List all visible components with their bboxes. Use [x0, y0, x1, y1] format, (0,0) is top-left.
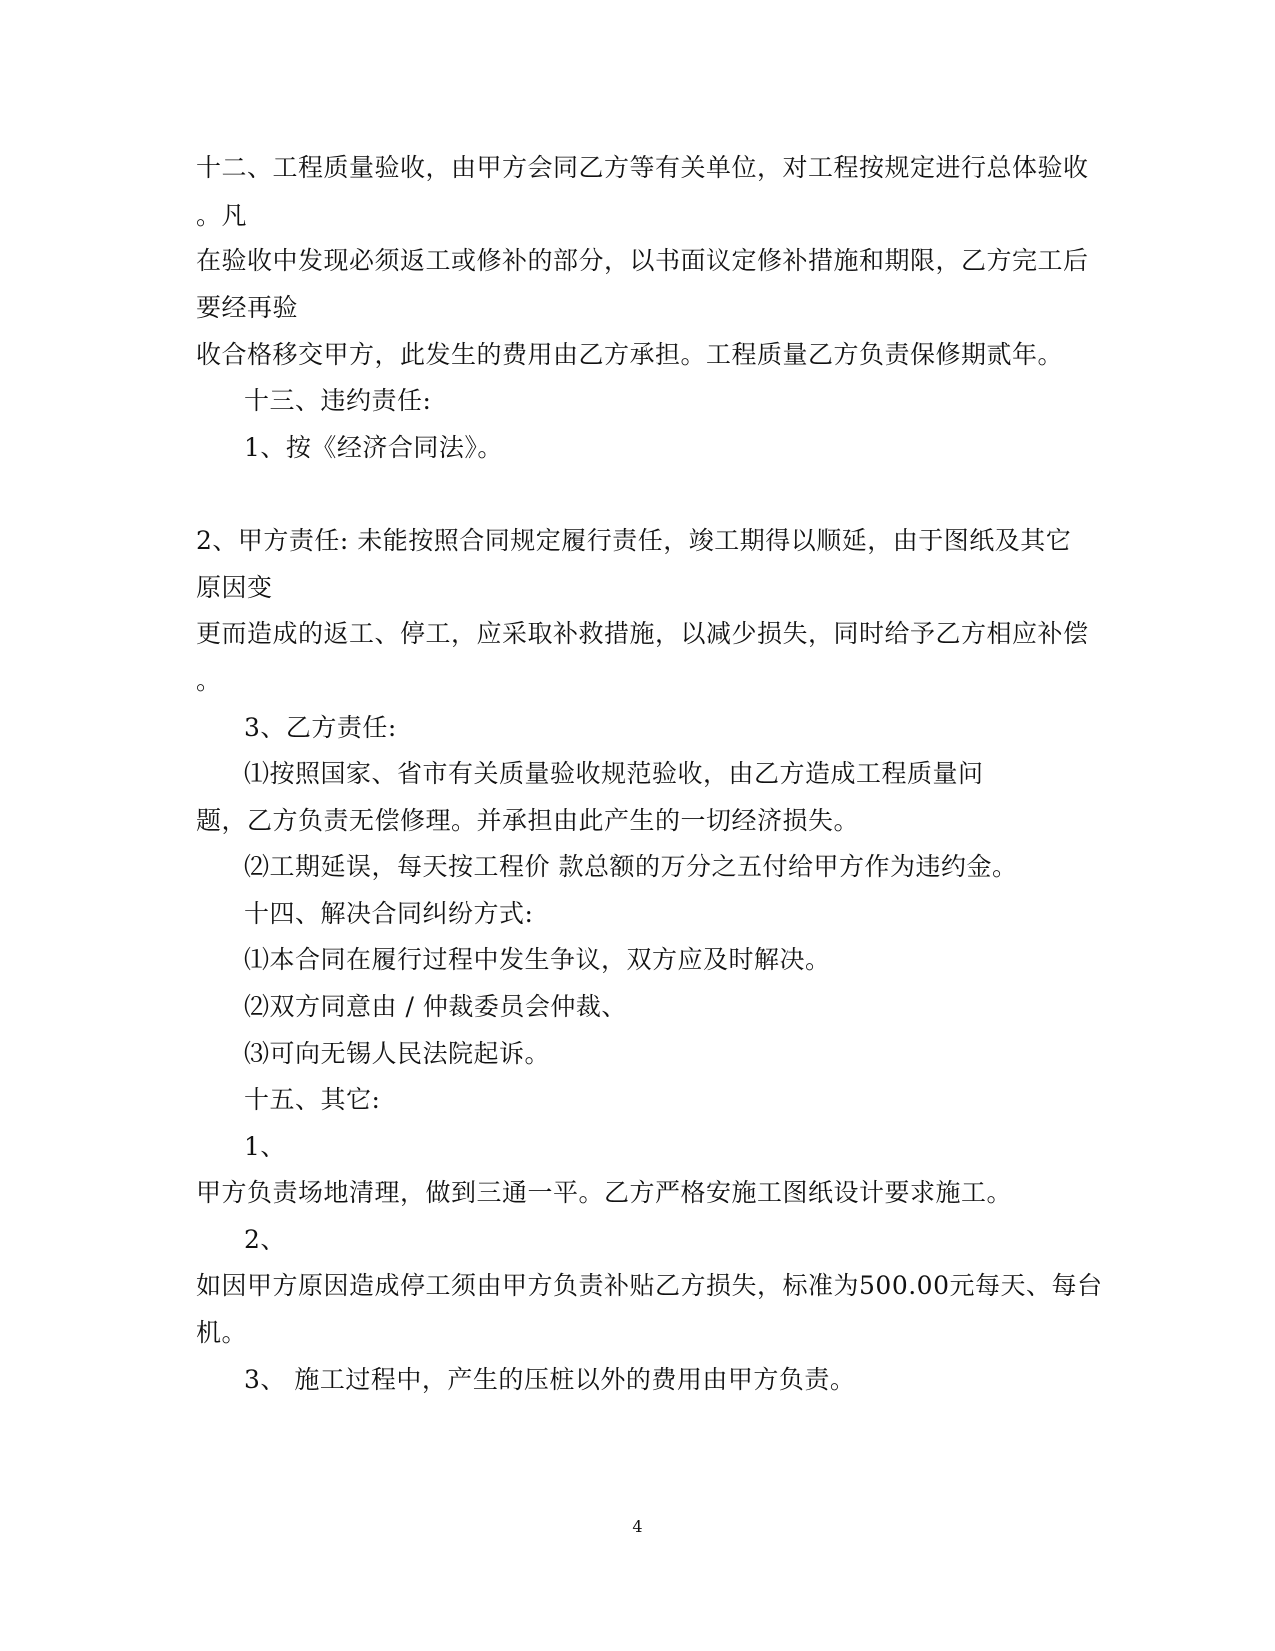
section-heading: 十四、解决合同纠纷方式: — [244, 899, 534, 928]
text-line: 在验收中发现必须返工或修补的部分，以书面议定修补措施和期限，乙方完工后 — [196, 246, 1089, 275]
section-heading: 十五、其它: — [244, 1085, 381, 1114]
text-line: 2、甲方责任: 未能按照合同规定履行责任，竣工期得以顺延，由于图纸及其它 — [196, 526, 1072, 555]
text-line: 十二、工程质量验收，由甲方会同乙方等有关单位，对工程按规定进行总体验收 — [196, 153, 1089, 182]
section-heading: 十三、违约责任: — [244, 386, 432, 415]
text-line: 1、按《经济合同法》。 — [244, 433, 503, 462]
text-line: 2、 — [244, 1225, 286, 1254]
text-line: 。凡 — [196, 201, 248, 230]
text-line: 3、 施工过程中，产生的压桩以外的费用由甲方负责。 — [244, 1365, 856, 1394]
text-line: 。 — [196, 666, 222, 695]
page-number: 4 — [632, 1517, 643, 1536]
text-line: 更而造成的返工、停工，应采取补救措施，以减少损失，同时给予乙方相应补偿 — [196, 619, 1089, 648]
text-line: ⑶可向无锡人民法院起诉。 — [244, 1039, 551, 1068]
text-line: 要经再验 — [196, 293, 299, 322]
text-line: ⑴按照国家、省市有关质量验收规范验收，由乙方造成工程质量问 — [244, 759, 984, 788]
text-line: ⑵双方同意由 / 仲裁委员会仲裁、 — [244, 992, 627, 1021]
text-line: 1、 — [244, 1132, 286, 1161]
text-line: 3、乙方责任: — [244, 713, 397, 742]
text-line: 机。 — [196, 1318, 248, 1347]
text-line: 甲方负责场地清理，做到三通一平。乙方严格安施工图纸设计要求施工。 — [196, 1178, 1013, 1207]
text-line: 如因甲方原因造成停工须由甲方负责补贴乙方损失，标准为500.00元每天、每台 — [196, 1271, 1103, 1300]
text-line: 收合格移交甲方，此发生的费用由乙方承担。工程质量乙方负责保修期贰年。 — [196, 340, 1064, 369]
text-line: ⑵工期延误，每天按工程价 款总额的万分之五付给甲方作为违约金。 — [244, 852, 1018, 881]
text-line: 原因变 — [196, 573, 273, 602]
text-line: 题，乙方负责无偿修理。并承担由此产生的一切经济损失。 — [196, 806, 860, 835]
text-line: ⑴本合同在履行过程中发生争议，双方应及时解决。 — [244, 945, 831, 974]
